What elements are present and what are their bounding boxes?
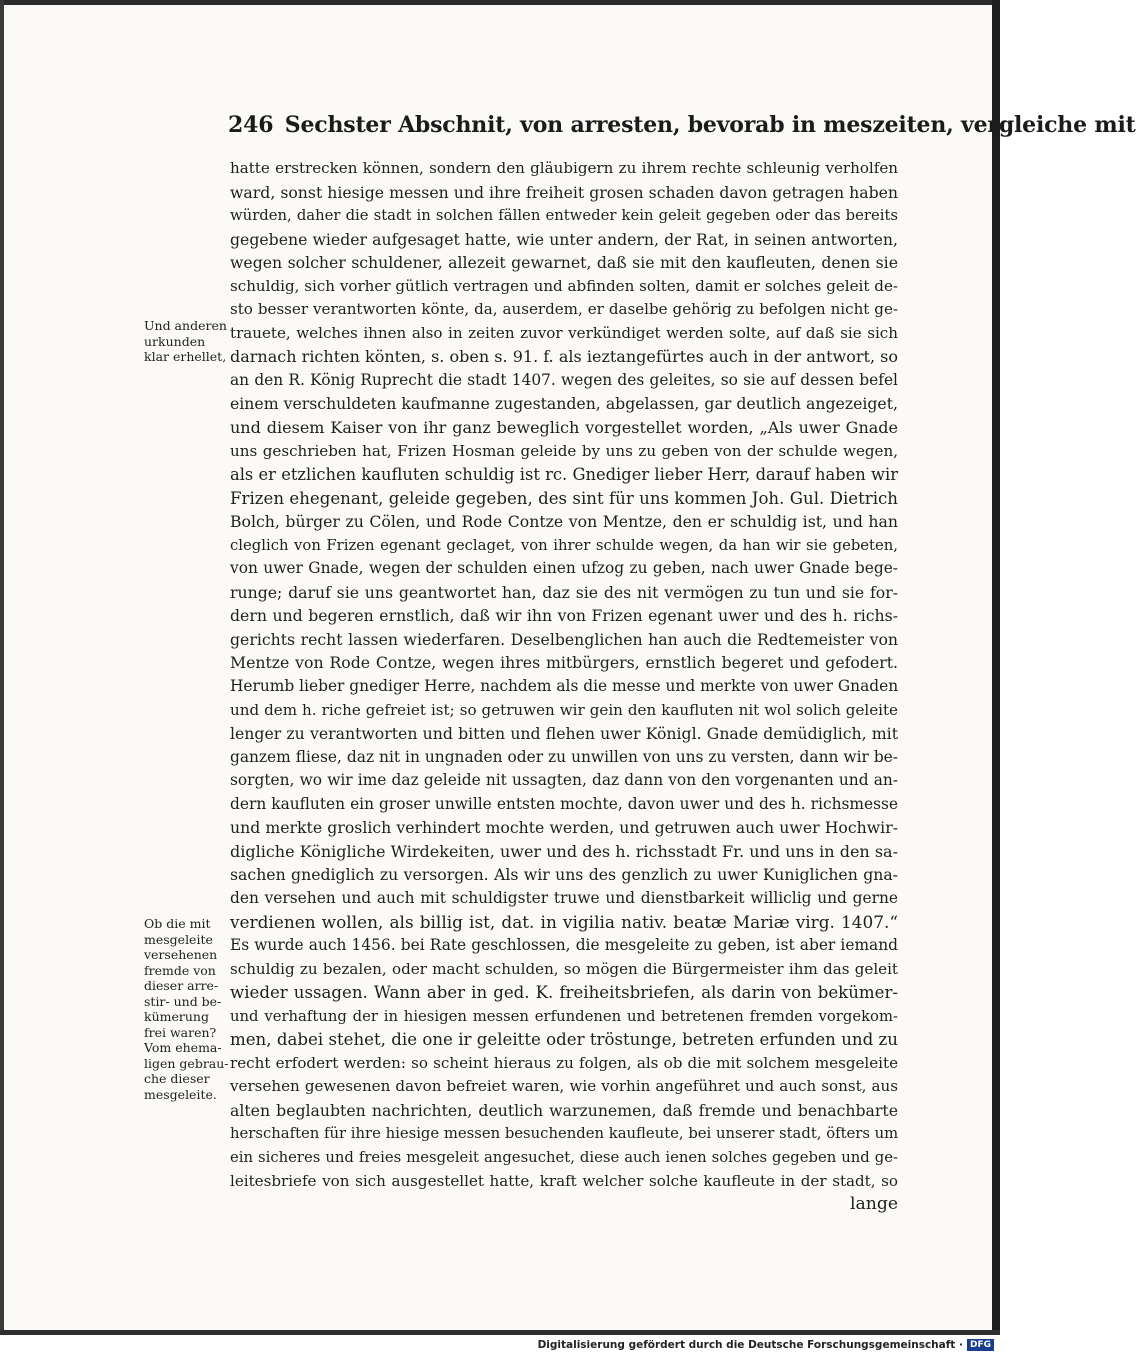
text-line: gegebene wieder aufgesaget hatte, wie unter andern, der Rat, in seinen antworten, xyxy=(230,229,898,249)
text-line: alten beglaubten nachrichten, deutlich warzunemen, daß fremde und benachbarte xyxy=(230,1100,898,1120)
text-line: sachen gnediglich zu versorgen. Als wir uns des genzlich zu uwer Kuniglichen gna- xyxy=(230,865,898,885)
text-line: sorgten, wo wir ime daz geleide nit ussagten, daz dann von den vorgenanten und an- xyxy=(230,771,898,790)
scan-edge-right xyxy=(992,0,1000,1335)
text-line: wieder ussagen. Wann aber in ged. K. freiheitsbriefen, als darin von bekümer- xyxy=(230,983,898,1003)
text-line: recht erfodert werden: so scheint hieraus zu folgen, als ob die mit solchem mesgeleite xyxy=(230,1053,898,1072)
body-text xyxy=(230,157,898,1217)
margin-note-line: klar erhellet, xyxy=(144,349,227,364)
margin-note-line: versehenen xyxy=(144,947,218,962)
text-line: runge; daruf sie uns geantwortet han, daz sie des nit vermögen zu tun und sie for- xyxy=(230,582,898,602)
text-line: herschaften für ihre hiesige messen besuchenden kaufleute, bei unserer stadt, öfters um xyxy=(230,1125,899,1143)
margin-note-1 xyxy=(144,318,228,365)
text-line: leitesbriefe von sich ausgestellet hatte, kraft welcher solche kaufleute in der stadt, so xyxy=(230,1171,898,1190)
dfg-logo: DFG xyxy=(967,1339,994,1351)
margin-note-line: Vom ehema- xyxy=(144,1040,222,1055)
text-line: darnach richten könten, s. oben s. 91. f. als ieztangefürtes auch in der antwort, so xyxy=(230,347,898,367)
text-line: uns geschrieben hat, Frizen Hosman geleide by uns zu geben von der schulde wegen, xyxy=(230,441,898,460)
text-line: Mentze von Rode Contze, wegen ihres mitbürgers, ernstlich begeret und gefodert. xyxy=(230,653,898,673)
text-line: wegen solcher schuldener, allezeit gewarnet, daß sie mit den kaufleuten, denen sie xyxy=(230,253,898,273)
text-line: von uwer Gnade, wegen der schulden einen ufzog zu geben, nach uwer Gnade bege- xyxy=(230,559,898,578)
margin-note-line: Und anderen xyxy=(144,318,227,333)
text-line: ward, sonst hiesige messen und ihre freiheit grosen schaden davon getragen haben xyxy=(230,182,898,202)
funding-footer xyxy=(0,1336,1000,1355)
margin-note-line: mesgeleite xyxy=(144,931,213,947)
text-line: digliche Königliche Wirdekeiten, uwer und des h. richsstadt Fr. und uns in den sa- xyxy=(230,841,898,861)
page-number: 246 xyxy=(228,112,274,138)
scan-edge-top xyxy=(0,0,1000,5)
text-line: schuldig, sich vorher gütlich vertragen und abfinden solten, damit er solches geleit de- xyxy=(230,276,898,295)
margin-note-line: mesgeleite. xyxy=(144,1086,217,1102)
text-line: gerichts recht lassen wiederfaren. Deselbenglichen han auch die Redtemeister von xyxy=(230,629,898,649)
margin-note-line: Ob die mit xyxy=(144,916,211,931)
margin-note-line: kümerung xyxy=(144,1009,209,1024)
text-line: Herumb lieber gnediger Herre, nachdem als die messe und merkte von uwer Gnaden xyxy=(230,677,899,696)
text-line: Frizen ehegenant, geleide gegeben, des sint für uns kommen Joh. Gul. Dietrich xyxy=(230,488,898,508)
text-line: dern und begeren ernstlich, daß wir ihn von Frizen egenant uwer und des h. richs- xyxy=(230,606,898,626)
text-line: den versehen und auch mit schuldigster truwe und dienstbarkeit williclig und gerne xyxy=(230,888,898,907)
text-line: schuldig zu bezalen, oder macht schulden, so mögen die Bürgermeister ihm das geleit xyxy=(230,959,898,978)
text-line: ein sicheres und freies mesgeleit angesuchet, diese auch ienen solches gegeben und ge- xyxy=(230,1148,898,1166)
text-line: versehen gewesenen davon befreiet waren, wie vorhin angeführet und auch sonst, aus xyxy=(230,1077,898,1096)
margin-note-2 xyxy=(144,916,230,1102)
margin-note-line: stir- und be- xyxy=(144,993,222,1009)
margin-note-line: frei waren? xyxy=(144,1024,217,1040)
text-line: Es wurde auch 1456. bei Rate geschlossen, die mesgeleite zu geben, ist aber iemand xyxy=(230,936,898,955)
scan-edge-left xyxy=(0,0,4,1335)
text-line: ganzem fliese, daz nit in ungnaden oder zu unwillen von uns zu versten, dann wir be- xyxy=(230,747,898,766)
text-line: trauete, welches ihnen also in zeiten zuvor verkündiget werden solte, auf daß sie sich xyxy=(230,323,898,342)
text-line: lenger zu verantworten und bitten und flehen uwer Königl. Gnade demüdiglich, mit xyxy=(230,724,898,744)
text-line: und verhaftung der in hiesigen messen erfundenen und betretenen fremden vorgekom- xyxy=(230,1007,898,1025)
text-line: cleglich von Frizen egenant geclaget, von ihrer schulde wegen, da han wir sie gebeten, xyxy=(230,536,898,554)
scan-edge-bottom xyxy=(0,1330,1000,1335)
margin-note-line: che dieser xyxy=(144,1071,210,1086)
text-line: und dem h. riche gefreiet ist; so getruwen wir gein den kaufluten nit wol solich geleite xyxy=(230,700,898,719)
running-head-title: Sechster Abschnit, von arresten, bevorab in meszeiten, vergleiche mit xyxy=(284,112,1136,138)
text-line: men, dabei stehet, die one ir geleitte oder tröstunge, betreten erfunden und zu xyxy=(230,1030,898,1050)
text-line: und diesem Kaiser von ihr ganz beweglich vorgestellet worden, „Als uwer Gnade xyxy=(230,418,898,438)
margin-note-line: dieser arre- xyxy=(144,978,219,993)
text-line: hatte erstrecken können, sondern den gläubigern zu ihrem rechte schleunig verholfen xyxy=(230,159,898,177)
running-header xyxy=(228,112,1136,138)
margin-note-line: ligen gebrau- xyxy=(144,1055,229,1071)
text-line: an den R. König Ruprecht die stadt 1407. wegen des geleites, so sie auf dessen befel xyxy=(230,370,898,389)
text-line: als er etzlichen kaufluten schuldig ist rc. Gnediger lieber Herr, darauf haben wir xyxy=(230,465,898,485)
text-line: Bolch, bürger zu Cölen, und Rode Contze von Mentze, den er schuldig ist, und han xyxy=(230,512,898,532)
catchword: lange xyxy=(850,1194,898,1215)
funding-note: Digitalisierung gefördert durch die Deutsche Forschungsgemeinschaft · xyxy=(537,1339,963,1351)
margin-note-line: urkunden xyxy=(144,333,206,349)
margin-note-line: fremde von xyxy=(144,962,216,978)
text-line: und merkte groslich verhindert mochte werden, und getruwen auch uwer Hochwir- xyxy=(230,818,898,838)
text-line: verdienen wollen, als billig ist, dat. in vigilia nativ. beatæ Mariæ virg. 1407.“ xyxy=(230,911,898,932)
text-line: würden, daher die stadt in solchen fällen entweder kein geleit gegeben oder das bereits xyxy=(230,207,898,225)
text-line: sto besser verantworten könte, da, auserdem, er daselbe gehörig zu befolgen nicht ge- xyxy=(230,300,898,319)
text-line: dern kaufluten ein groser unwille entsten mochte, davon uwer und des h. richsmesse xyxy=(230,794,898,813)
text-line: einem verschuldeten kaufmanne zugestanden, abgelassen, gar deutlich angezeiget, xyxy=(230,394,898,414)
